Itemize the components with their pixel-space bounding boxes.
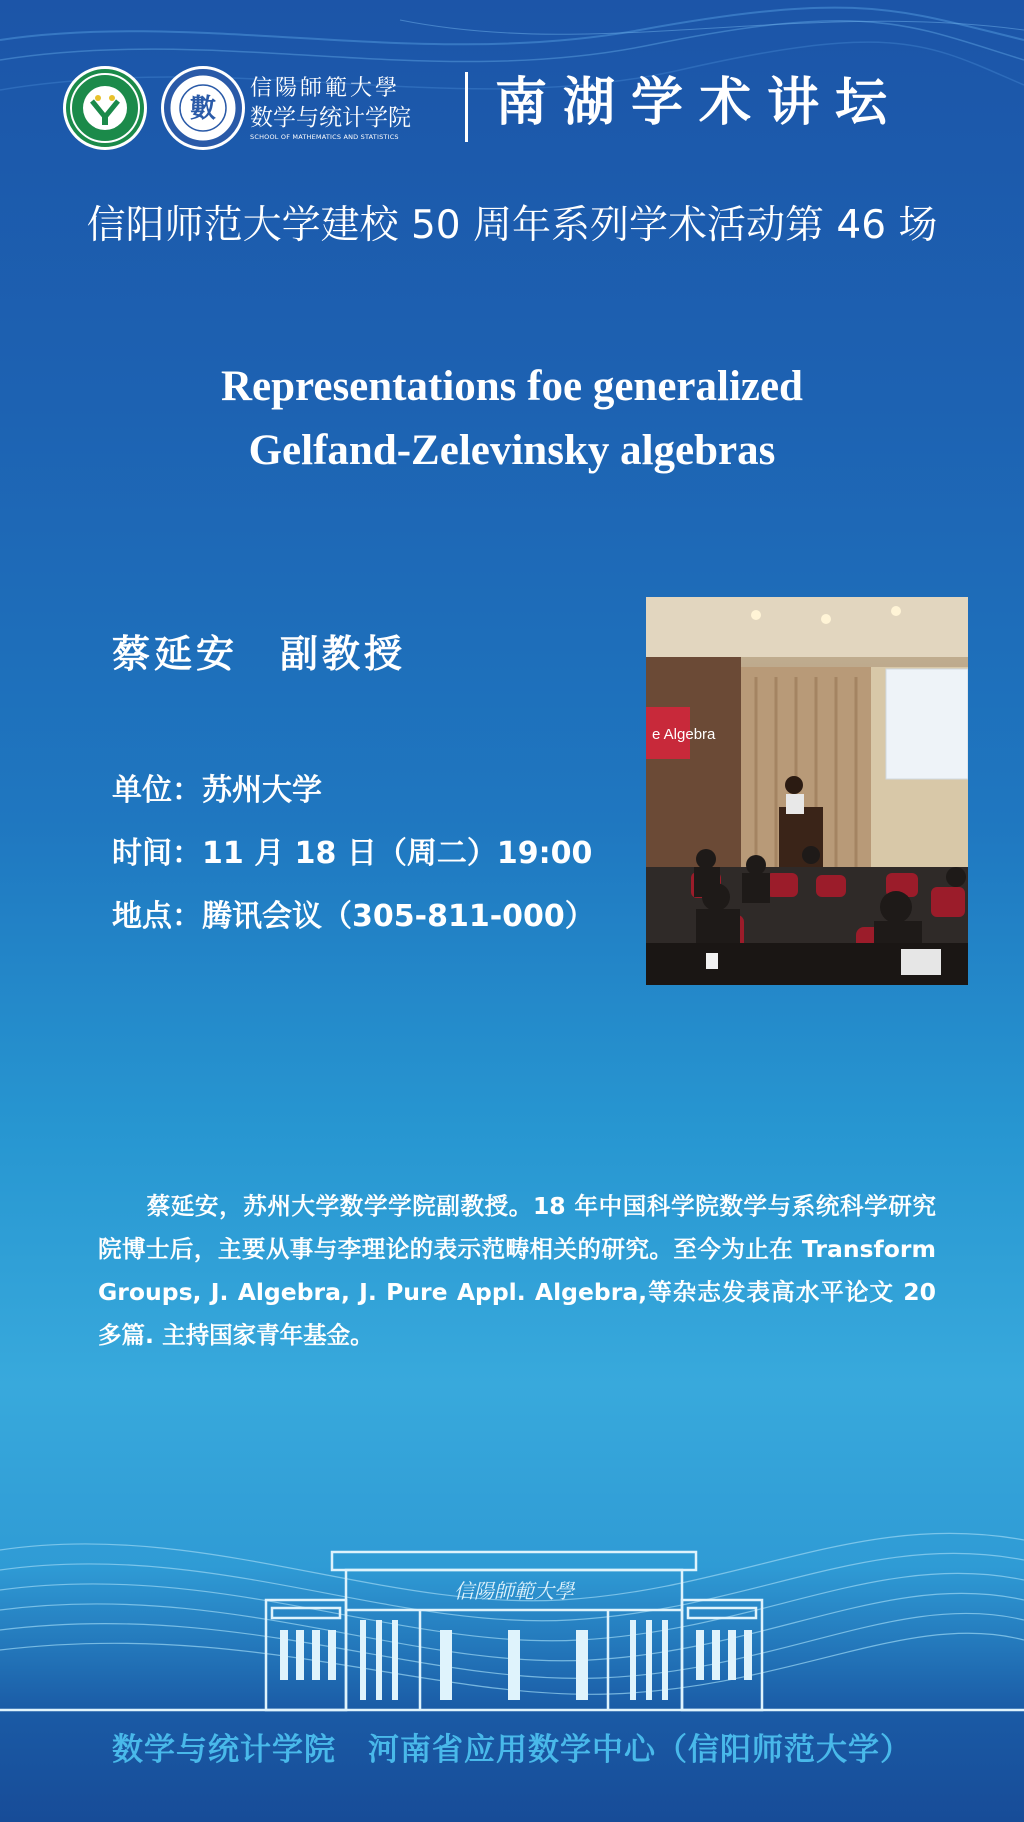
svg-text:數: 數 — [189, 94, 217, 124]
speaker-bio — [98, 1185, 936, 1357]
talk-place: 地点：腾讯会议（305-811-000） — [112, 899, 595, 934]
speaker-bio-text: 蔡延安，苏州大学数学学院副教授。18 年中国科学院数学与系统科学研究院博士后，主要从事与李理论的表示范畴相关的研究。至今为止在 Transform Groups, J. Algebra, J. Pure Appl. Algebra,等杂志发表高水平论文 20 多篇. 主持国家青年基金。 — [98, 1192, 936, 1349]
footer-organizers: 数学与统计学院 河南省应用数学中心（信阳师范大学） — [112, 1732, 912, 1768]
lecture-photo — [646, 597, 968, 985]
talk-time: 时间：11 月 18 日（周二）19:00 — [112, 836, 593, 871]
forum-title: 南湖学术讲坛 — [495, 73, 904, 133]
series-subtitle: 信阳师范大学建校 50 周年系列学术活动第 46 场 — [86, 203, 938, 248]
school-name: 信陽師範大學 — [250, 76, 401, 101]
university-logo — [63, 66, 147, 150]
talk-title-line-2: Gelfand-Zelevinsky algebras — [248, 427, 776, 474]
school-department-english: SCHOOL OF MATHEMATICS AND STATISTICS — [250, 133, 399, 141]
header-divider — [465, 72, 468, 142]
school-logo — [161, 66, 245, 150]
speaker-unit: 单位：苏州大学 — [112, 773, 322, 808]
slide-banner-text: e Algebra — [652, 726, 716, 743]
talk-title — [0, 355, 1024, 483]
talk-title-line-1: Representations foe generalized — [221, 363, 803, 410]
speaker-name: 蔡延安 副教授 — [112, 632, 407, 676]
campus-gate-illustration — [0, 1480, 1024, 1730]
gate-sign: 信陽師範大學 — [454, 1579, 574, 1603]
school-department: 数学与统计学院 — [250, 105, 411, 131]
